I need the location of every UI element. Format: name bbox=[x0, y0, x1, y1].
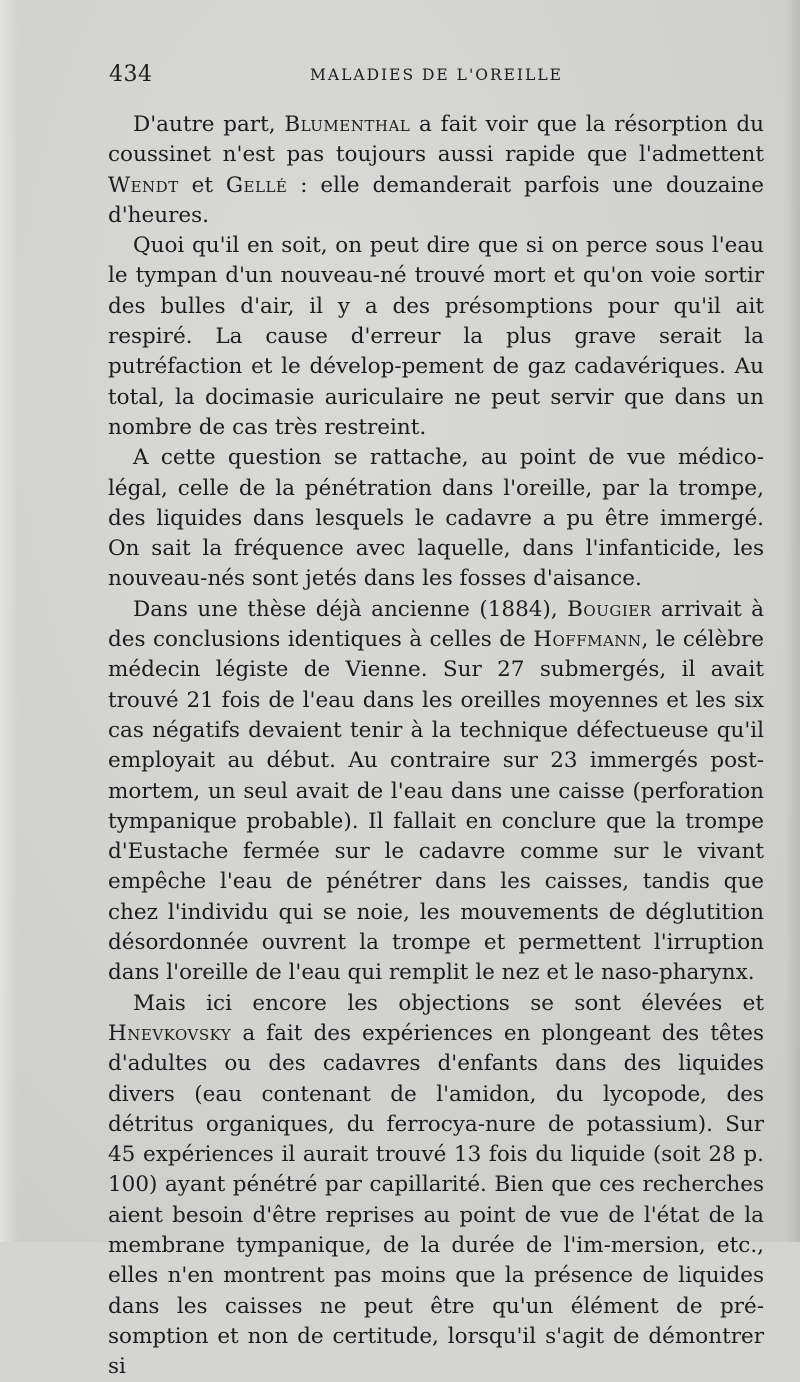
page-number: 434 bbox=[109, 62, 153, 87]
text-run: a fait voir que la résorption du coussinet n'est pas toujours aussi rapide que l'admettent bbox=[108, 112, 764, 168]
text-run: D'autre part, bbox=[133, 112, 285, 137]
page-edge-shadow-right bbox=[786, 0, 800, 1242]
text-run: A cette question se rattache, au point de vue médico-légal, celle de la pénétration dans l'oreille, par la trompe, des liquides dans lesquels le cadavre a pu être immergé. On sait la fréquence avec laquelle, dans l'infanticide, les nouveau-nés sont jetés dans les fosses d'aisance. bbox=[108, 445, 764, 592]
paragraph bbox=[108, 443, 764, 594]
author-name: Gellé bbox=[225, 172, 288, 198]
body-text bbox=[108, 110, 764, 1382]
page-header bbox=[109, 62, 764, 92]
author-name: Hnevkovsky bbox=[108, 1020, 232, 1046]
text-run: Dans une thèse déjà ancienne (1884), bbox=[133, 596, 568, 622]
text-run: : elle demanderait parfois une douzaine d'heures. bbox=[108, 172, 764, 228]
text-run: et bbox=[178, 172, 226, 198]
text-run: arrivait à des conclusions identiques à celles de bbox=[108, 596, 764, 653]
text-run: Quoi qu'il en soit, on peut dire que si on perce sous l'eau le tympan d'un nouveau-né trouvé mort et qu'on voie sortir des bulles d'air, il y a des présomptions pour qu'il ait respiré. La cause d'erreur la plus grave serait la putréfaction et le dévelop-pement de gaz cadavériques. Au total, la docimasie auriculaire ne peut servir que dans un nombre de cas très restreint. bbox=[108, 233, 764, 440]
paragraph bbox=[108, 110, 764, 231]
paragraph bbox=[108, 231, 764, 443]
author-name: Hoffmann bbox=[533, 627, 642, 653]
text-run: Mais ici encore les objections se sont élevées et bbox=[133, 990, 764, 1016]
author-name: Blumenthal bbox=[284, 112, 411, 137]
paragraph bbox=[108, 595, 764, 989]
paragraph bbox=[108, 989, 764, 1382]
text-run: , le célèbre médecin légiste de Vienne. Sur 27 submergés, il avait trouvé 21 fois de l'eau dans les oreilles moyennes et les six cas négatifs devaient tenir à la technique défectueuse qu'il employait au début. Au contraire sur 23 immergés post-mortem, un seul avait de l'eau dans une caisse (perforation tympanique probable). Il fallait en conclure que la trompe d'Eustache fermée sur le cadavre comme sur le vivant empêche l'eau de pénétrer dans les caisses, tandis que chez l'individu qui se noie, les mouvements de déglutition désordonnée ouvrent la trompe et permettent l'irruption dans l'oreille de l'eau qui remplit le nez et le naso-pharynx. bbox=[108, 627, 765, 986]
author-name: Wendt bbox=[108, 172, 179, 198]
page-edge-shadow-left bbox=[0, 0, 18, 1242]
running-head: MALADIES DE L'OREILLE bbox=[310, 66, 563, 84]
text-run: a fait des expériences en plongeant des têtes d'adultes ou des cadavres d'enfants dans des liquides divers (eau contenant de l'amidon, du lycopode, des détritus organiques, du ferrocya-nure de potassium). Sur 45 expériences il aurait trouvé 13 fois du liquide (soit 28 p. 100) ayant pénétré par capillarité. Bien que ces recherches aient besoin d'être reprises au point de vue de l'état de la membrane tympanique, de la durée de l'im-mersion, etc., elles n'en montrent pas moins que la présence de liquides dans les caisses ne peut être qu'un élément de pré-somption et non de certitude, lorsqu'il s'agit de démontrer si bbox=[108, 1020, 764, 1380]
author-name: Bougier bbox=[567, 596, 652, 622]
